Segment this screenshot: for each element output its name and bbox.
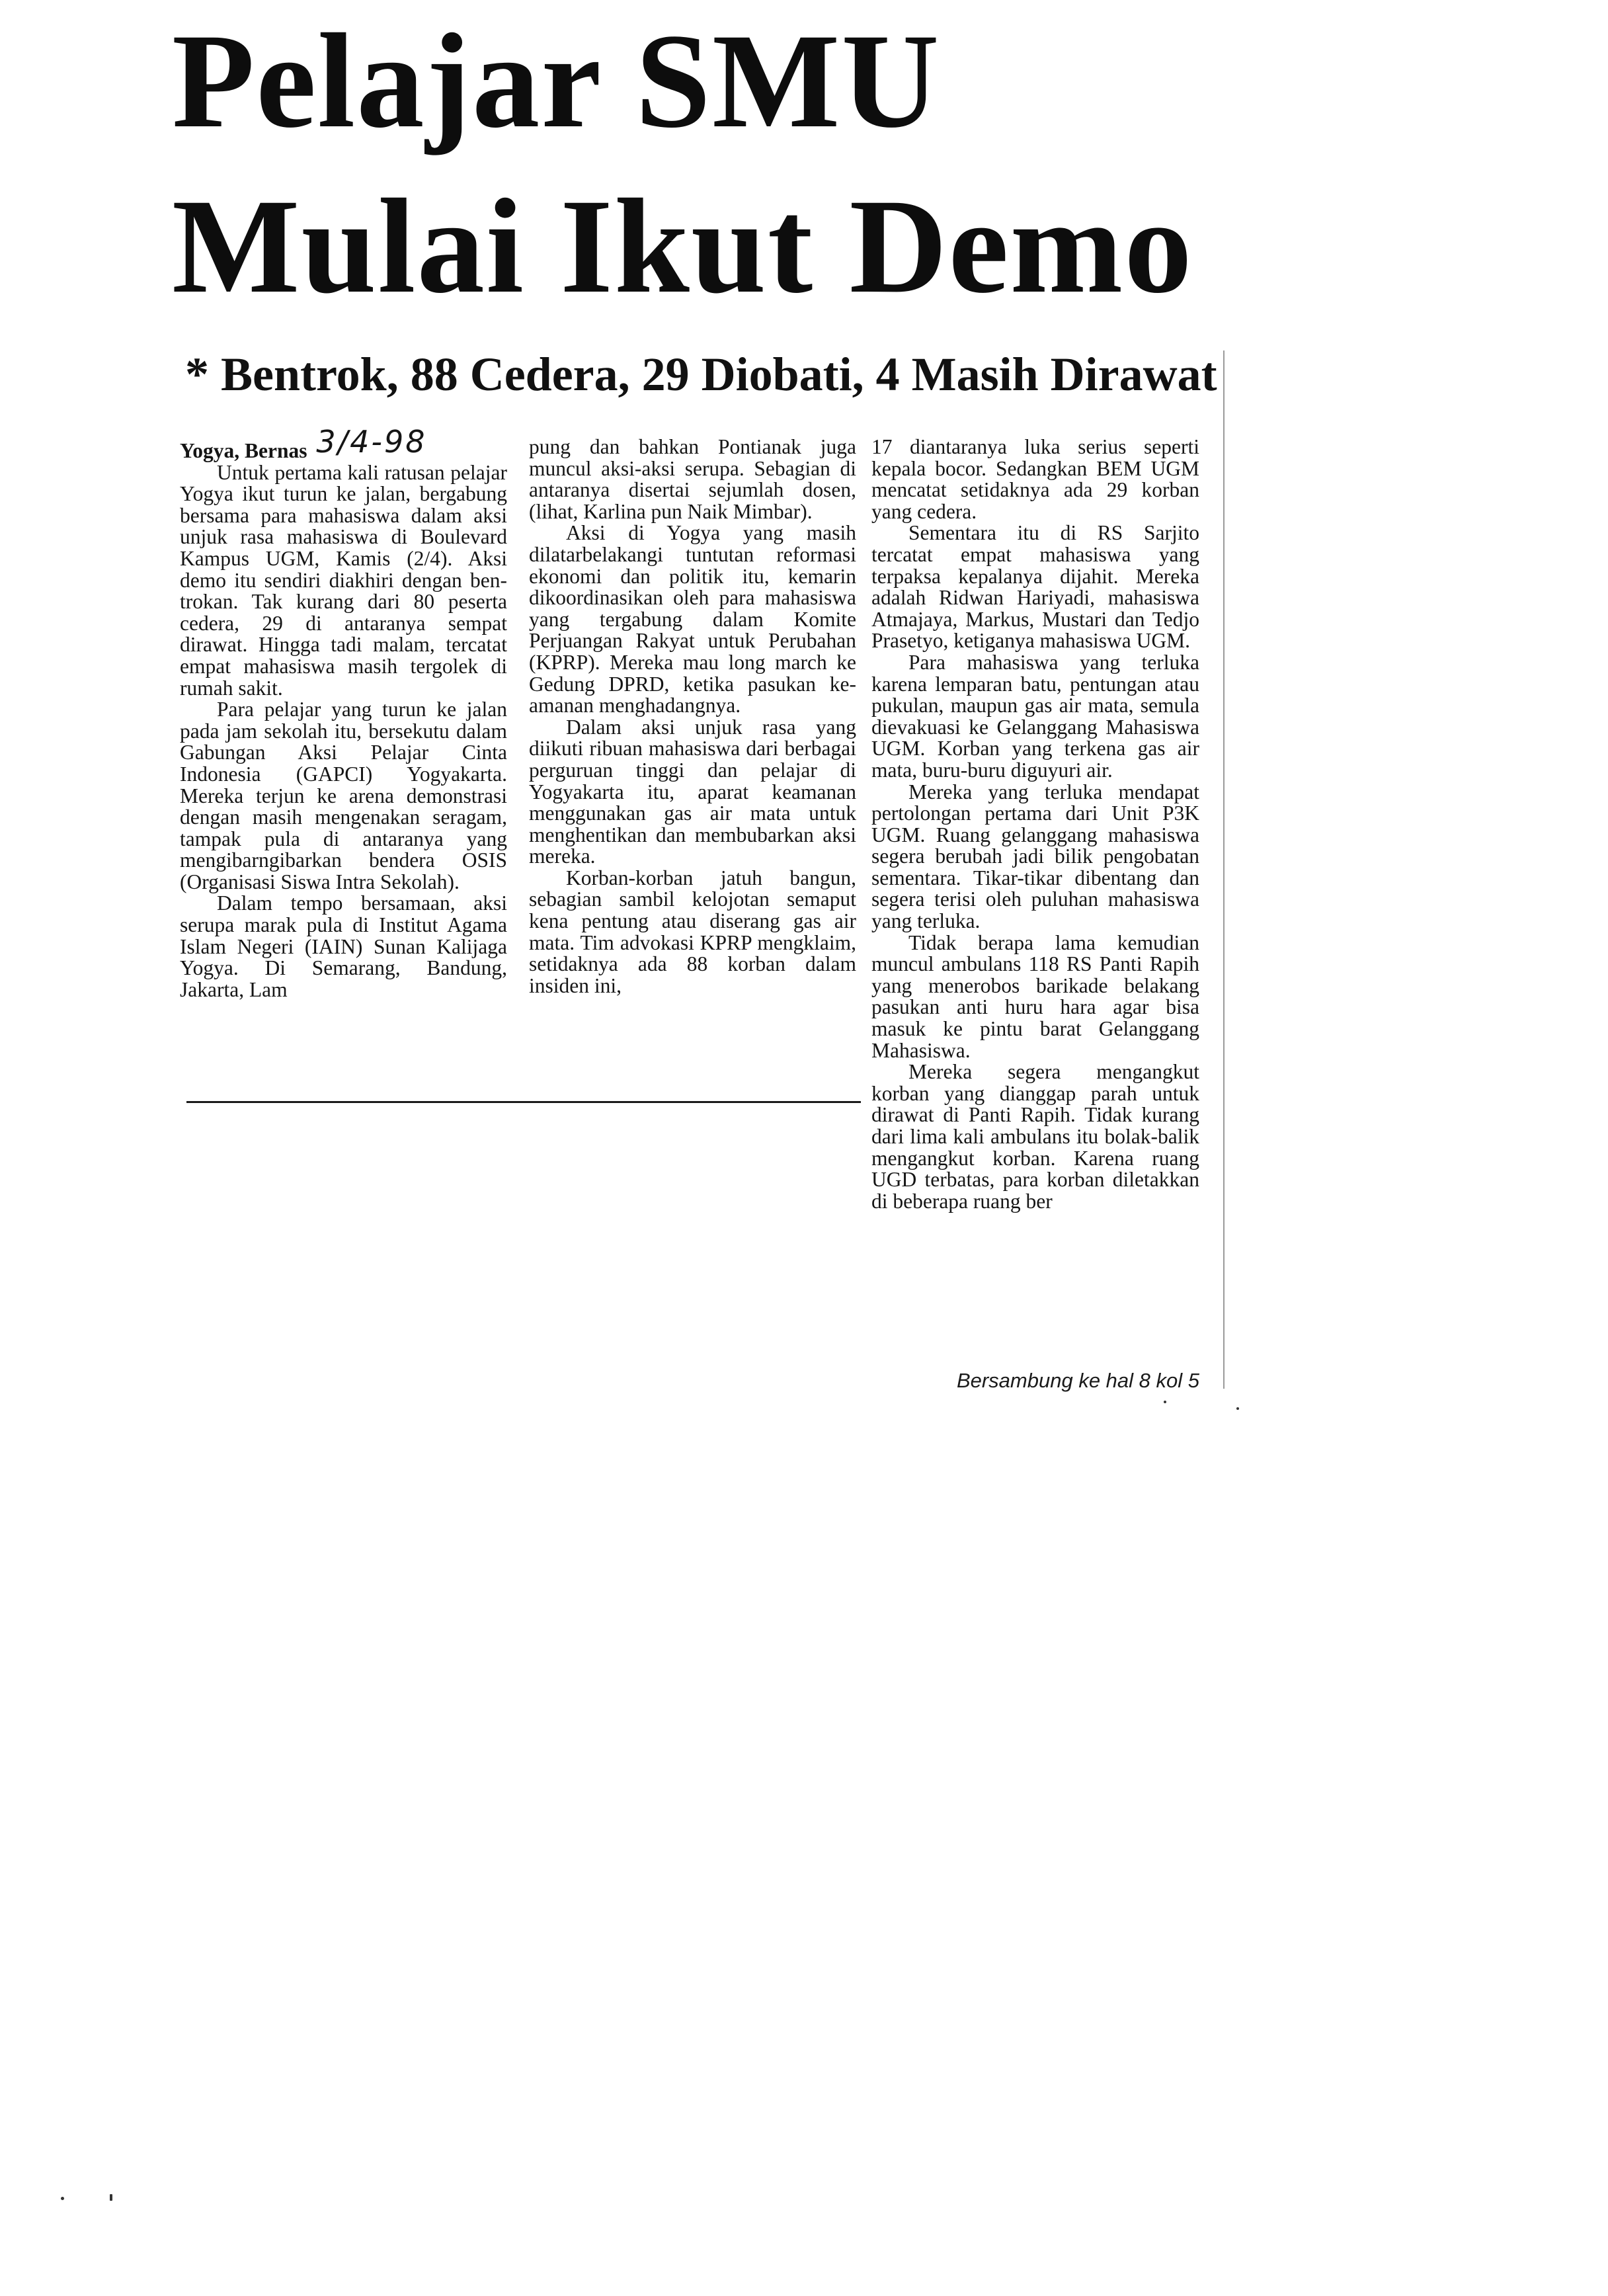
dateline-line: [180, 424, 507, 462]
scan-speck: [61, 2197, 64, 2200]
column-rule-right: [1223, 350, 1225, 1389]
scan-speck: [1164, 1401, 1166, 1403]
paragraph: Dalam aksi unjuk rasa yang diikuti ribuan mahasiswa dari berbagai perguruan tinggi dan pelajar di Yogyakarta itu, aparat keamanan menggunakan gas air mata untuk menghentikan dan membubarkan aksi mereka.: [529, 715, 856, 868]
dateline: Yogya, Bernas: [180, 439, 307, 462]
paragraph: Tidak berapa lama kemudian muncul ambulans 118 RS Panti Rapih yang menerobos barikade belakang pasukan anti huru hara agar bisa masuk ke pintu barat Gelanggang Mahasiswa.: [871, 930, 1199, 1062]
article-column-2: [529, 436, 856, 997]
paragraph: Mereka segera mengangkut korban yang dianggap parah untuk dirawat di Panti Rapih. Tidak kurang dari lima kali ambulans itu bolak-balik mengangkut korban. Karena ruang UGD terbatas, para korban diletakkan di beberapa ruang ber: [871, 1060, 1199, 1213]
paragraph: Dalam tempo bersamaan, aksi serupa marak pula di Institut Agama Islam Negeri (IAIN) Sunan Kalijaga Yogya. Di Semarang, Bandung, Jakarta, Lam: [180, 891, 507, 1001]
paragraph: Mereka yang terluka mendapat pertolongan pertama dari Unit P3K UGM. Ruang gelanggang mahasiswa segera berubah jadi bilik pengobatan sementara. Tikar-tikar dibentang dan segera terisi oleh puluhan mahasiswa yang terluka.: [871, 780, 1199, 933]
paragraph: Aksi di Yogya yang masih dilatarbelakangi tuntutan reformasi ekonomi dan politik itu, kemarin dikoordinasikan oleh para mahasiswa yang tergabung dalam Komite Perjuangan Rakyat untuk Perubahan (KPRP). Mereka mau long march ke Gedung DPRD, ketika pasukan keamanan menghadangnya.: [529, 521, 856, 718]
handwritten-date: 3/4-98: [316, 424, 427, 460]
article-column-1: [180, 424, 507, 1001]
continuation-note: Bersambung ke hal 8 kol 5: [956, 1369, 1199, 1392]
paragraph: Untuk pertama kali ratusan pelajar Yogya ikut turun ke jalan, bergabung bersama para mahasiswa dalam aksi unjuk rasa mahasiswa di Boulevard Kampus UGM, Kamis (2/4). Aksi demo itu sendiri diakhiri dengan bentrokan. Tak kurang dari 80 peserta cedera, 29 di antaranya sempat dirawat. Hingga tadi malam, tercatat empat mahasiswa masih tergolek di rumah sakit.: [180, 460, 507, 700]
headline-line-2: Mulai Ikut Demo: [172, 171, 1193, 321]
paragraph: Para pelajar yang turun ke jalan pada jam sekolah itu, bersekutu dalam Gabungan Aksi Pelajar Cinta Indonesia (GAPCI) Yogyakarta. Mereka terjun ke arena demonstrasi dengan masih mengenakan seragam, tampak pula di antaranya yang mengibarngibarkan bendera OSIS (Organisasi Siswa Intra Sekolah).: [180, 698, 507, 893]
scan-speck: [110, 2194, 112, 2201]
paragraph: Sementara itu di RS Sarjito tercatat empat mahasiswa yang terpaksa kepalanya dijahit. Mereka adalah Ridwan Hariyadi, mahasiswa Atmajaya, Markus, Mustari dan Tedjo Prasetyo, ketiganya mahasiswa UGM.: [871, 521, 1199, 653]
paragraph: 17 diantaranya luka serius seperti kepala bocor. Sedangkan BEM UGM mencatat setidaknya ada 29 korban yang cedera.: [871, 435, 1199, 523]
paragraph: pung dan bahkan Pontianak juga muncul aksi-aksi serupa. Sebagian di antaranya disertai sejumlah dosen, (lihat, Karlina pun Naik Mimbar).: [529, 435, 856, 523]
bottom-rule: [186, 1101, 861, 1103]
paragraph: Para mahasiswa yang terluka karena lemparan batu, pentungan atau pukulan, maupun gas air mata, semula dievakuasi ke Gelanggang Mahasiswa UGM. Korban yang terkena gas air mata, buru-buru diguyuri air.: [871, 650, 1199, 782]
paragraph: Korban-korban jatuh bangun, sebagian sambil kelojotan semaput kena pentung atau diserang gas air mata. Tim advokasi KPRP mengklaim, setidaknya ada 88 korban dalam insiden ini,: [529, 866, 856, 997]
headline-line-1: Pelajar SMU: [172, 6, 941, 156]
scan-speck: [1236, 1407, 1239, 1410]
article-column-3: [871, 436, 1199, 1212]
subheadline: * Bentrok, 88 Cedera, 29 Diobati, 4 Masih Dirawat: [185, 348, 1217, 401]
